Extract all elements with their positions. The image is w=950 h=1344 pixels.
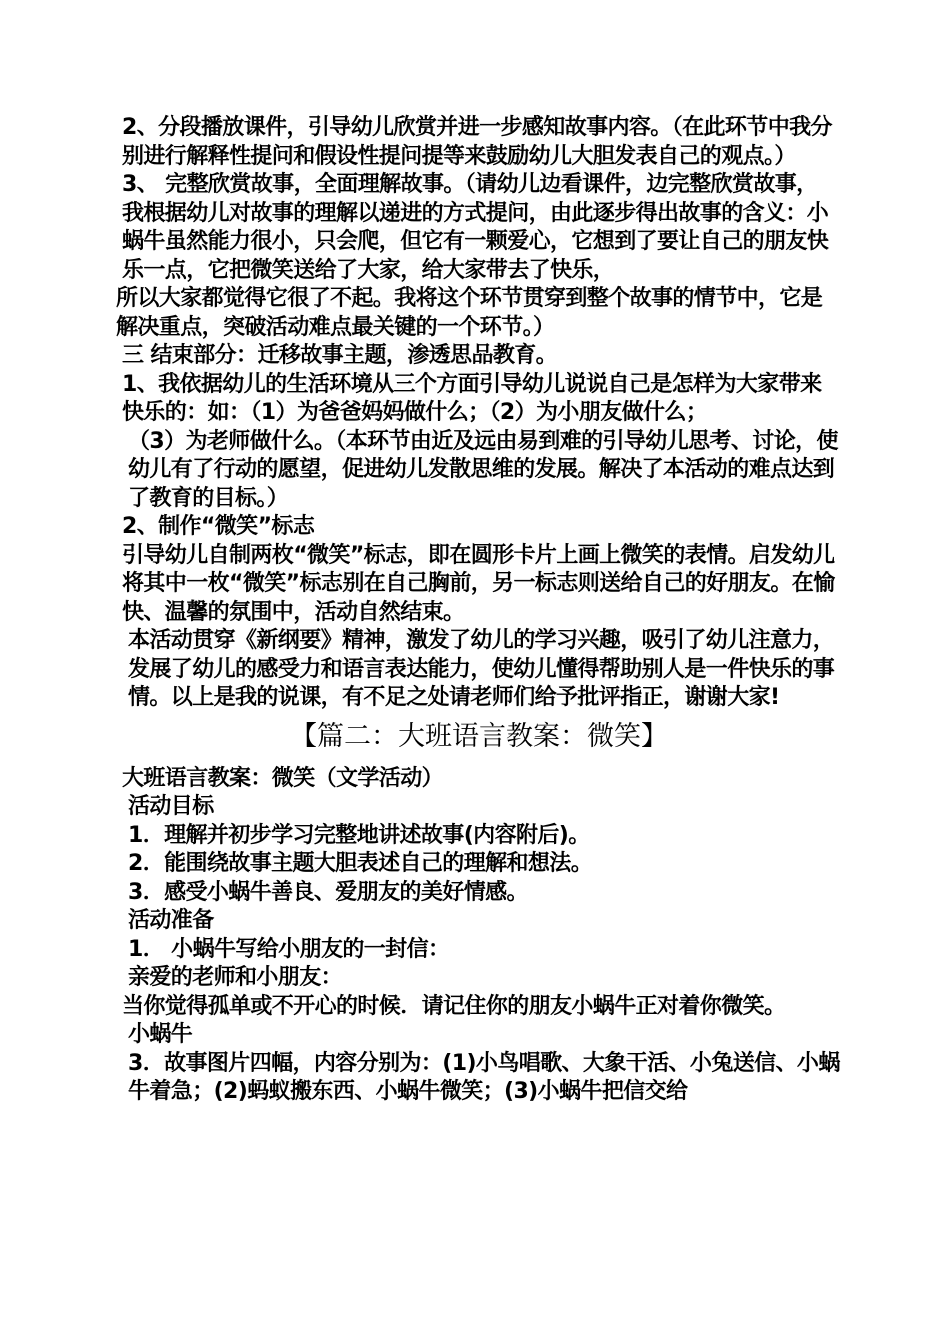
letter-body: 当你觉得孤单或不开心的时候．请记住你的朋友小蜗牛正对着你微笑。	[122, 993, 786, 1019]
paragraph-full-story: 3、 完整欣赏故事，全面理解故事。（请幼儿边看课件，边完整欣赏故事， 我根据幼儿对故事的理解以递进的方式提问，由此逐步得出故事的含义：小蜗牛虽然能力很小，只会爬，但它有一颗爱心，它想到了要让自己的朋友快乐一点，它把微笑送给了大家，给大家带去了快乐，	[122, 172, 829, 283]
preparation-item-3: 3．故事图片四幅，内容分别为：(1)小鸟唱歌、大象干活、小兔送信、小蜗牛着急；(2)蚂蚁搬东西、小蜗牛微笑；(3)小蜗牛把信交给	[128, 1050, 840, 1104]
paragraph-teacher-aspect: （3）为老师做什么。（本环节由近及远由易到难的引导幼儿思考、讨论，使幼儿有了行动的愿望，促进幼儿发散思维的发展。解决了本活动的难点达到了教育的目标。）	[128, 428, 838, 511]
paragraph-conclusion: 本活动贯穿《新纲要》精神，激发了幼儿的学习兴趣，吸引了幼儿注意力，发展了幼儿的感受力和语言表达能力，使幼儿懂得帮助别人是一件快乐的事情。以上是我的说课，有不足之处请老师们给予批评指正，谢谢大家!	[128, 628, 835, 710]
goals-heading: 活动目标	[128, 794, 214, 819]
letter-signature: 小蜗牛	[128, 1022, 193, 1047]
paragraph-three-aspects: 1、我依据幼儿的生活环境从三个方面引导幼儿说说自己是怎样为大家带来快乐的：如：（1）为爸爸妈妈做什么；（2）为小朋友做什么；	[122, 371, 822, 425]
paragraph-key-section: 所以大家都觉得它很了不起。我将这个环节贯穿到整个故事的情节中，它是解决重点，突破活动难点最关键的一个环节。）	[116, 286, 823, 340]
paragraph-make-badge-title: 2、制作“微笑”标志	[122, 514, 315, 539]
goal-item-3: 3．感受小蜗牛善良、爱朋友的美好情感。	[128, 879, 528, 905]
document-page	[116, 114, 842, 1107]
goal-item-2: 2．能围绕故事主题大胆表述自己的理解和想法。	[128, 851, 593, 876]
goal-item-1: 1．理解并初步学习完整地讲述故事(内容附后)。	[128, 822, 590, 848]
preparation-item-1: 1． 小蜗牛写给小朋友的一封信：	[128, 936, 450, 962]
preparation-heading: 活动准备	[128, 908, 214, 933]
lesson-title: 大班语言教案：微笑（文学活动）	[122, 765, 444, 791]
paragraph-make-badge: 引导幼儿自制两枚“微笑”标志，即在圆形卡片上画上微笑的表情。启发幼儿将其中一枚“微笑”标志别在自己胸前，另一标志则送给自己的好朋友。在愉快、温馨的氛围中，活动自然结束。	[122, 542, 835, 625]
section-heading: 【篇二：大班语言教案：微笑】	[290, 720, 668, 752]
paragraph-ending-title: 三 结束部分：迁移故事主题，渗透思品教育。	[122, 343, 558, 368]
letter-greeting: 亲爱的老师和小朋友：	[128, 965, 343, 990]
paragraph-segment-playback: 2、分段播放课件，引导幼儿欣赏并进一步感知故事内容。（在此环节中我分别进行解释性提问和假设性提问提等来鼓励幼儿大胆发表自己的观点。）	[122, 115, 832, 169]
